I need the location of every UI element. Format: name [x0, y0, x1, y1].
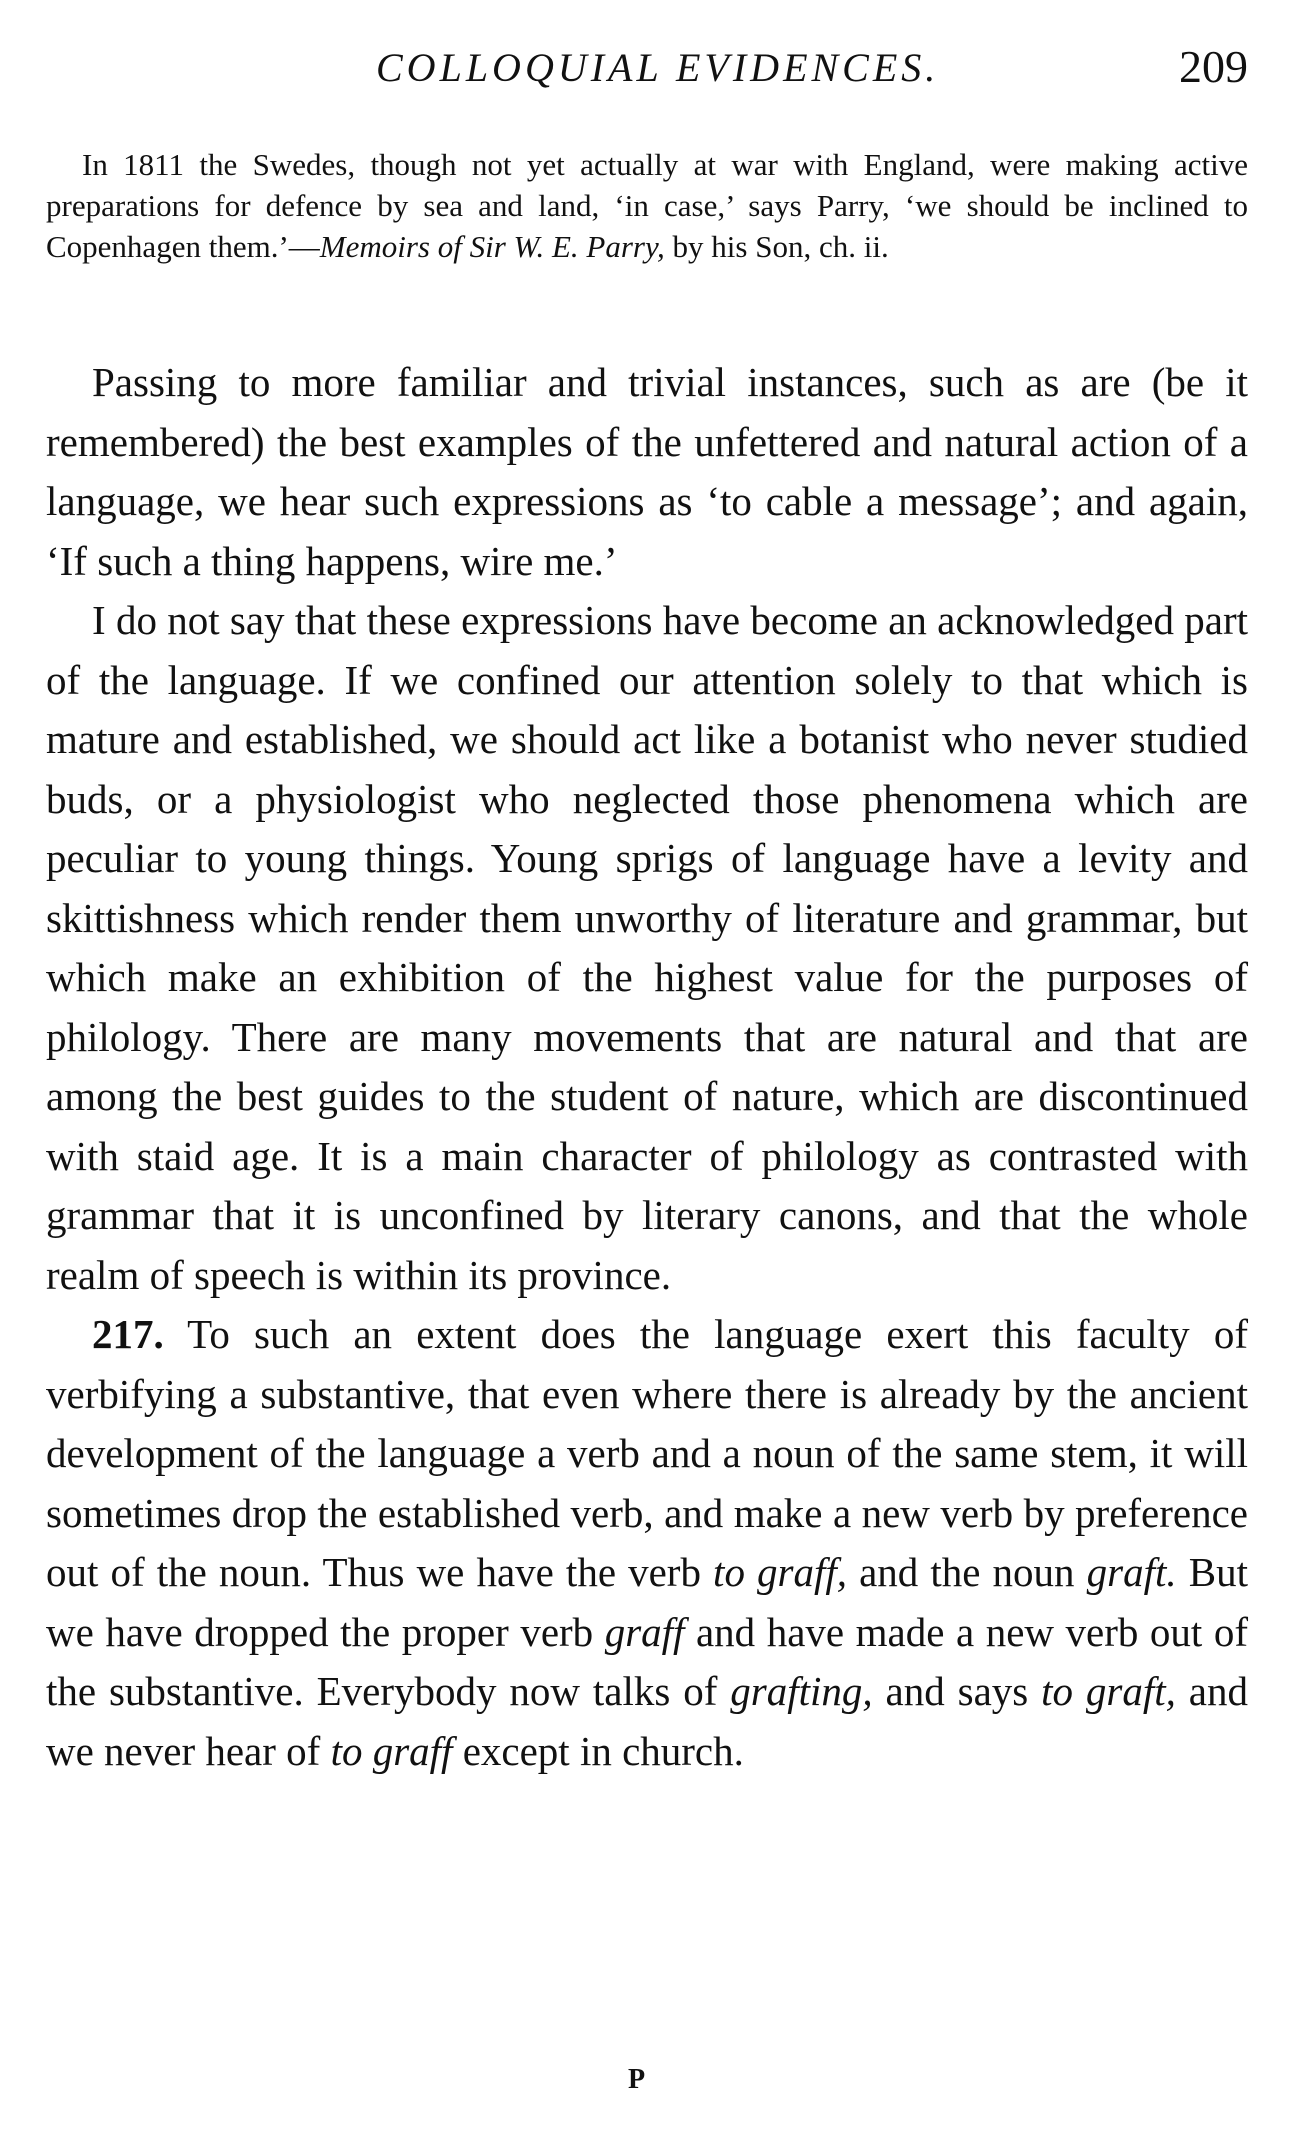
paragraph-3-text: and have made a new verb out of the substantive. Everybody now talks of [46, 1608, 1249, 1714]
paragraph-3-text: and says [872, 1668, 1042, 1714]
italic-term: graff [604, 1608, 685, 1655]
italic-term: grafting, [730, 1668, 873, 1714]
paragraph-3-text: But we have dropped the proper verb [46, 1549, 1248, 1655]
page-header [46, 41, 1248, 104]
paragraph-2: I do not say that these expressions have become an acknowledged part of the language. If we confined our attention solely to that which is mature and established, we should act like a botanist who never studied buds, or a physiologist who neglected those phenomena which are peculiar to young things. Young sprigs of language have a levity and skittishness which render them unworthy of literature and grammar, but which make an exhibition of the highest value for the purposes of philology. There are many movements that are natural and that are among the best guides to the student of nature, which are discontinued with staid age. It is a main character of philology as contrasted with grammar that it is unconfined by literary canons, and that the whole realm of speech is within its province. [46, 597, 1248, 1298]
italic-term: to graft, [1041, 1668, 1176, 1714]
paragraph-3-text: and we never hear of [46, 1668, 1248, 1774]
footnote-text-end: by his Son, ch. ii. [664, 229, 889, 264]
page-number: 209 [1179, 41, 1248, 92]
running-head: COLLOQUIAL EVIDENCES. [376, 45, 940, 90]
paragraph-3-text: To such an extent does the language exert this faculty of verbifying a substantive, that even where there is already by the ancient development of the language a verb and a noun of the same stem, it will sometimes drop the established verb, and make a new verb by preference out of the noun. Thus we have the verb [46, 1311, 1248, 1595]
footnote-paragraph [46, 144, 1248, 267]
paragraph-1: Passing to more familiar and trivial instances, such as are (be it remembered) the best examples of the unfettered and natural action of a language, we hear such expressions as ‘to cable a message’; and again, ‘If such a thing happens, wire me.’ [46, 359, 1248, 584]
footnote [46, 144, 1248, 267]
paragraph-3-text: and the noun [847, 1549, 1087, 1595]
italic-term: to graff [330, 1727, 453, 1774]
paragraph-3-text: except in church. [452, 1727, 744, 1774]
italic-term: graft. [1086, 1549, 1177, 1595]
signature-mark: P [628, 2064, 646, 2095]
section-number: 217. [92, 1311, 164, 1357]
footnote-source-title: Memoirs of Sir W. E. Parry, [319, 229, 665, 264]
italic-term: to graff, [713, 1549, 848, 1595]
footnote-text: In 1811 the Swedes, though not yet actually at war with England, were making active preparations for defence by sea and land, ‘in case,’ says Parry, ‘we should be inclined to Copenhagen them.’— [46, 147, 1248, 264]
body-text [46, 353, 1248, 1781]
paragraph-3 [46, 1305, 1248, 1781]
